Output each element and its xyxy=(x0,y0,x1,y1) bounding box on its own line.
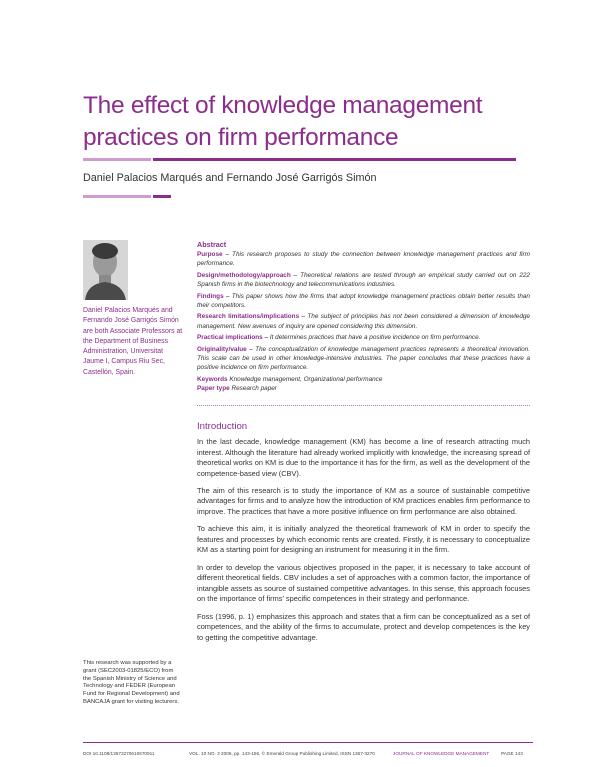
abstract-item: Keywords Knowledge management, Organizational performance xyxy=(197,375,383,383)
abstract-item: Design/methodology/approach – Theoretical relations are tested through an empirical study carried out on 222 Spanish firms in the biotechnology and telecommunications industries. xyxy=(197,271,530,288)
footer-page: PAGE 143 xyxy=(501,751,523,756)
abstract-item: Paper type Research paper xyxy=(197,385,277,393)
abstract-item: Research limitations/implications – The subject of principles has not been considered a dimension of knowledge management. New avenues of inquiry are opened considering this dimension. xyxy=(197,313,530,330)
footer-journal: JOURNAL OF KNOWLEDGE MANAGEMENT xyxy=(393,751,490,756)
abstract-item: Practical implications – It determines practices that have a positive incidence on firm performance. xyxy=(197,334,481,342)
introduction-body xyxy=(197,437,530,650)
paragraph: The aim of this research is to study the importance of KM as a source of sustainable competitive advantages for firms and to analyze how the introduction of KM practices enables firm performance to improve. The practices that have a more positive influence on firm performance are also obtained. xyxy=(197,485,530,516)
authors-rule xyxy=(83,195,516,198)
paper-title xyxy=(83,90,563,154)
abstract-heading: Abstract xyxy=(197,240,227,249)
section-heading-introduction: Introduction xyxy=(197,421,248,432)
abstract-item: Purpose – This research proposes to study the connection between knowledge management practices and firm performance. xyxy=(197,251,530,268)
author-bio: Daniel Palacios Marqués and Fernando José Garrigós Simón are both Associate Professors at the Department of Business Administration, Universitat Jaume I, Campus Riu Sec, Castellón, Spain. xyxy=(83,307,183,376)
abstract-item: Originality/value – The conceptualization of knowledge management practices represents a theoretical innovation. This scale can be used in other knowledge-intensive industries. The paper concludes that these practices have a positive incidence on firm performance. xyxy=(197,345,530,372)
authors: Daniel Palacios Marqués and Fernando José Garrigós Simón xyxy=(83,172,377,184)
abstract-item: Findings – This paper shows how the firms that adopt knowledge management practices obtain better results than their competitors. xyxy=(197,292,530,309)
title-rule-top xyxy=(83,158,516,161)
funding-footnote: This research was supported by a grant (SEC2003-01825/ECO) from the Spanish Ministry of Science and Technology and FEDER (European Fund for Regional Development) and BANCAJA grant for visiting lecturers. xyxy=(83,660,180,705)
title-line-1: The effect of knowledge management xyxy=(83,92,483,119)
paragraph: To achieve this aim, it is initially analyzed the theoretical framework of KM in order to specify the features and processes by which economic rents are created. Firstly, it is necessary to conceptualize KM as a starting point for designing an instrument for measuring it in the firm. xyxy=(197,524,530,555)
title-line-2: practices on firm performance xyxy=(83,124,399,151)
paragraph: In the last decade, knowledge management (KM) has become a line of research attracting much interest. Although the literature had already worked implicitly with knowledge, the increasing spread of theoretical works on KM is due to the importance it has for the firm, as well as the development of the competence-based view (CBV). xyxy=(197,437,530,478)
footer-volume: VOL. 10 NO. 3 2006, pp. 143-156, © Emerald Group Publishing Limited, ISSN 1367-3270 xyxy=(189,751,375,756)
paragraph: Foss (1996, p. 1) emphasizes this approach and states that a firm can be conceptualized as a set of competences, and the ability of the firms to accumulate, protect and develop competences is the key to getting the competitive advantage. xyxy=(197,611,530,642)
abstract-divider xyxy=(197,405,530,406)
footer-rule xyxy=(83,742,533,745)
footer-doi: DOI 10.1108/13673270610670911 xyxy=(83,751,155,756)
paragraph: In order to develop the various objectives proposed in the paper, it is necessary to take account of different theoretical fields. CBV includes a set of approaches with a common factor, the importance of intangible assets as source of sustained competitive advantages. In this sense, this approach focuses on the importance of firms' specific competences in their strategy and performance. xyxy=(197,562,530,604)
author-photo xyxy=(83,240,128,300)
abstract xyxy=(197,240,530,396)
